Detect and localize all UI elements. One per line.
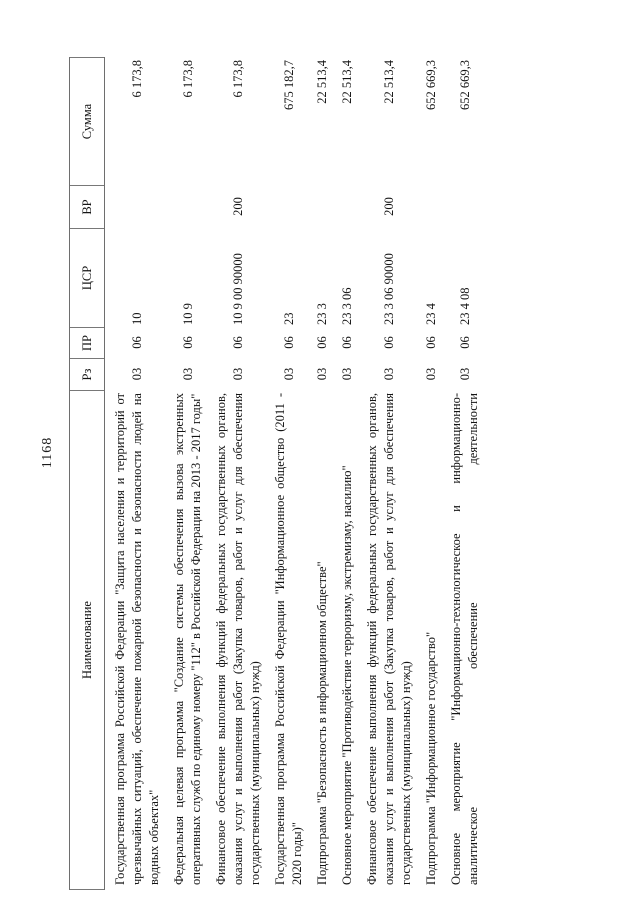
- table-row: [112, 57, 163, 890]
- row-sum-cell: 652 669,3: [457, 60, 472, 110]
- row-name-cell: Подпрограмма "Безопасность в информационном обществе": [315, 561, 329, 885]
- row-pr-cell: 06: [382, 336, 396, 349]
- row-name-cell: Федеральная целевая программа "Создание системы обеспечения вызова экстренных оперативных служб по единому номеру "112" в Российской Федерации на 2013 - 2017 годы": [172, 393, 203, 885]
- table-row: [364, 57, 415, 890]
- table-row: [171, 57, 205, 890]
- row-rz-cell: 03: [180, 367, 195, 381]
- row-csr-cell: 10: [130, 312, 144, 325]
- row-csr-cell: 23 3 06: [340, 287, 354, 325]
- row-vr-cell: 200: [382, 197, 396, 216]
- row-name-cell: Основное мероприятие "Информационно-технологическое и информационно-аналитическое обеспечение деятельности: [449, 393, 480, 885]
- table-row: [423, 57, 440, 890]
- header-sum: Сумма: [70, 57, 104, 185]
- row-rz-cell: 03: [130, 367, 144, 381]
- row-csr-cell: 23: [281, 312, 296, 325]
- row-name-cell: Финансовое обеспечение выполнения функций федеральных государственных органов, оказания услуг и выполнения работ (Закупка товаров, работ и услуг для обеспечения государственных (муниципальных) нужд): [214, 393, 262, 885]
- page-number: 1168: [40, 436, 55, 469]
- row-sum-cell: 675 182,7: [281, 60, 296, 110]
- row-csr-cell: 10 9: [180, 303, 195, 325]
- header-rz: Рз: [70, 358, 104, 390]
- row-name-cell: Подпрограмма "Информационное государство": [424, 631, 438, 885]
- table-row: [272, 57, 306, 890]
- row-vr-cell: 200: [231, 197, 245, 216]
- header-name: Наименование: [70, 390, 104, 890]
- row-rz-cell: 03: [315, 367, 329, 381]
- row-rz-cell: 03: [424, 367, 438, 381]
- header-pr: ПР: [70, 327, 104, 358]
- row-pr-cell: 06: [180, 336, 195, 349]
- row-csr-cell: 23 3: [315, 303, 329, 325]
- row-csr-cell: 23 4 08: [457, 287, 472, 325]
- row-pr-cell: 06: [130, 336, 144, 349]
- row-sum-cell: 652 669,3: [424, 60, 438, 110]
- row-sum-cell: 22 513,4: [315, 60, 329, 104]
- row-sum-cell: 22 513,4: [382, 60, 396, 104]
- row-rz-cell: 03: [231, 367, 245, 381]
- table-header-row: [69, 57, 105, 890]
- row-csr-cell: 10 9 00 90000: [231, 253, 245, 325]
- row-csr-cell: 23 4: [424, 303, 438, 325]
- header-vr: ВР: [70, 185, 104, 228]
- row-rz-cell: 03: [281, 367, 296, 381]
- table-row: [213, 57, 264, 890]
- row-pr-cell: 06: [281, 336, 296, 349]
- row-sum-cell: 6 173,8: [231, 60, 245, 98]
- row-pr-cell: 06: [457, 336, 472, 349]
- row-name-cell: Государственная программа Российской Федерации "Информационное общество (2011 - 2020 годы)": [273, 393, 304, 885]
- row-rz-cell: 03: [382, 367, 396, 381]
- row-sum-cell: 6 173,8: [130, 60, 144, 98]
- row-pr-cell: 06: [231, 336, 245, 349]
- row-name-cell: Финансовое обеспечение выполнения функций федеральных государственных органов, оказания услуг и выполнения работ (Закупка товаров, работ и услуг для обеспечения государственных (муниципальных) нужд): [365, 393, 413, 885]
- row-csr-cell: 23 3 06 90000: [382, 253, 396, 325]
- row-name-cell: Государственная программа Российской Федерации "Защита населения и территорий от чрезвычайных ситуаций, обеспечение пожарной безопасности и безопасности людей на водных объектах": [113, 393, 161, 885]
- header-csr: ЦСР: [70, 228, 104, 327]
- row-rz-cell: 03: [340, 367, 354, 381]
- row-pr-cell: 06: [340, 336, 354, 349]
- table-row: [314, 57, 331, 890]
- row-sum-cell: 6 173,8: [180, 60, 195, 98]
- row-pr-cell: 06: [315, 336, 329, 349]
- row-name-cell: Основное мероприятие "Противодействие терроризму, экстремизму, насилию": [340, 465, 354, 885]
- table-row: [339, 57, 356, 890]
- row-rz-cell: 03: [457, 367, 472, 381]
- row-sum-cell: 22 513,4: [340, 60, 354, 104]
- table-row: [448, 57, 482, 890]
- budget-table: [69, 57, 482, 890]
- row-pr-cell: 06: [424, 336, 438, 349]
- table-body: [112, 57, 482, 890]
